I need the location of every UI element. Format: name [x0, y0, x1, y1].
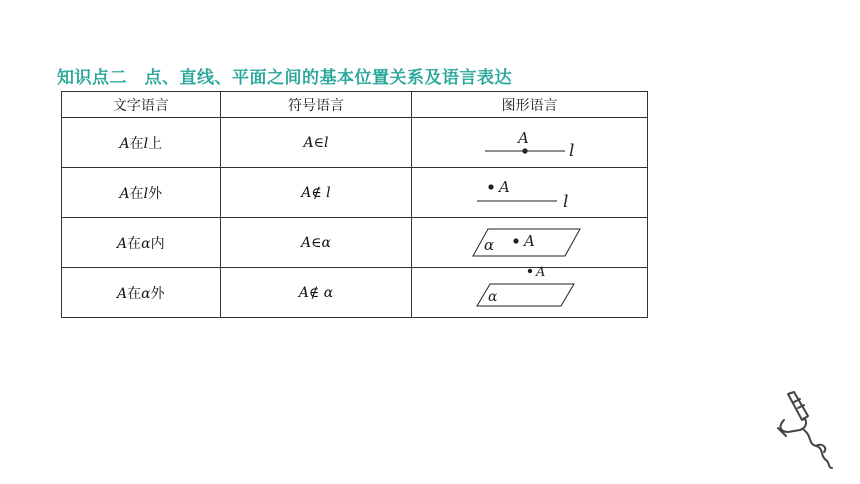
figure-cell — [412, 168, 648, 218]
text-cell: A在l上 — [62, 118, 221, 168]
svg-text:α: α — [483, 235, 494, 254]
table-row — [62, 168, 648, 218]
text-cell: A在α内 — [62, 218, 221, 268]
point-in-plane-figure — [470, 223, 590, 263]
text-cell: A在α外 — [62, 268, 221, 318]
symbol-cell: A∉ α — [220, 268, 412, 318]
svg-text:A: A — [498, 177, 510, 196]
header-text-language: 文字语言 — [62, 92, 221, 118]
header-figure-language: 图形语言 — [412, 92, 648, 118]
table-row — [62, 218, 648, 268]
svg-text:A: A — [517, 128, 529, 147]
figure-cell — [412, 218, 648, 268]
svg-text:α: α — [487, 288, 498, 305]
pen-hand-icon — [774, 390, 836, 470]
figure-cell — [412, 118, 648, 168]
text-cell: A在l外 — [62, 168, 221, 218]
point-off-plane-figure — [470, 265, 590, 309]
table-row — [62, 268, 648, 318]
svg-text:l: l — [562, 191, 569, 212]
svg-text:A: A — [523, 231, 535, 250]
header-symbol-language: 符号语言 — [220, 92, 412, 118]
symbol-cell: A∈α — [220, 218, 412, 268]
symbol-cell: A∈l — [220, 118, 412, 168]
symbol-cell: A∉ l — [220, 168, 412, 218]
point-on-line-figure — [475, 123, 585, 163]
table-row — [62, 118, 648, 168]
figure-cell — [412, 264, 648, 318]
table-header-row — [62, 92, 648, 118]
point-off-line-figure — [475, 173, 585, 213]
svg-text:A: A — [535, 264, 546, 280]
svg-text:l: l — [568, 140, 575, 161]
section-title: 知识点二 点、直线、平面之间的基本位置关系及语言表达 — [57, 68, 512, 88]
relation-table — [61, 91, 648, 318]
